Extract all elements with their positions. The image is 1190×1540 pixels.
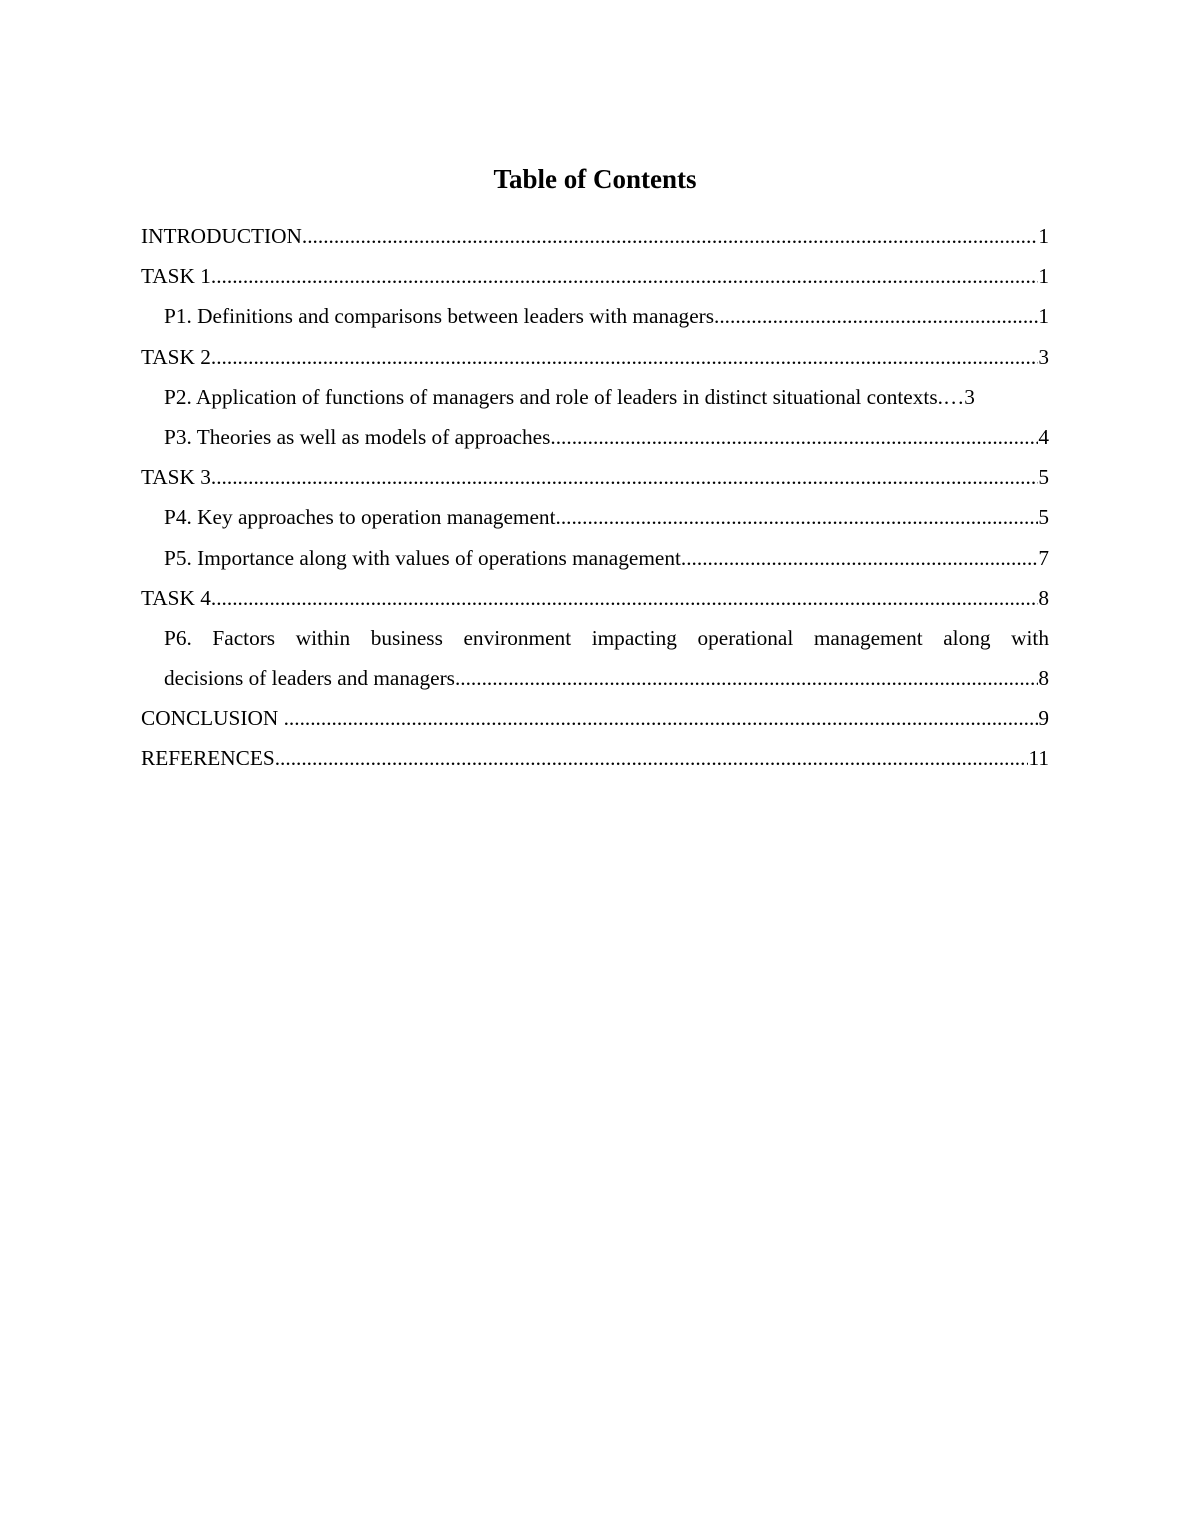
page-title: Table of Contents	[493, 164, 697, 194]
toc-page-number: 5	[1038, 505, 1049, 530]
toc-entry-label: P2. Application of functions of managers and role of leaders in distinct situational contexts.	[164, 384, 943, 409]
toc-entry-label: TASK 3	[141, 465, 211, 490]
dot-leader	[714, 296, 1038, 336]
toc-entry-task-2[interactable]	[141, 337, 1049, 377]
toc-entry-label: TASK 2	[141, 344, 211, 369]
toc-page-number: 7	[1038, 545, 1049, 570]
toc-entry-label: P4. Key approaches to operation management	[164, 505, 556, 530]
toc-page-number: 1	[1038, 304, 1049, 329]
toc-entry-line-2	[164, 658, 1049, 698]
toc-page-number: 11	[1028, 746, 1049, 771]
toc-entry-label: TASK 1	[141, 264, 211, 289]
toc-page-number: 3	[1038, 344, 1049, 369]
toc-entry-label: P3. Theories as well as models of approaches	[164, 424, 551, 449]
toc-entry-p5[interactable]	[141, 538, 1049, 578]
toc-entry-task-4[interactable]	[141, 578, 1049, 618]
toc-entry-label: CONCLUSION	[141, 706, 284, 731]
dot-leader	[681, 538, 1038, 578]
dot-leader	[302, 216, 1038, 256]
toc-entry-conclusion[interactable]	[141, 698, 1049, 738]
dot-leader	[211, 578, 1038, 618]
toc-page-number: 3	[964, 384, 975, 409]
toc-entry-p1[interactable]	[141, 296, 1049, 336]
dot-leader	[556, 497, 1039, 537]
toc-page-number: 9	[1038, 706, 1049, 731]
dot-leader	[455, 658, 1038, 698]
toc-entry-p3[interactable]	[141, 417, 1049, 457]
toc-entry-p2[interactable]	[141, 377, 1049, 417]
toc-entry-label-line-2: decisions of leaders and managers	[164, 666, 455, 691]
toc-entry-task-1[interactable]	[141, 256, 1049, 296]
dot-leader	[211, 256, 1038, 296]
toc-entry-introduction[interactable]	[141, 216, 1049, 256]
toc-page-number: 1	[1038, 224, 1049, 248]
toc-entry-label-line-1: P6. Factors within business environment impacting operational management along with	[164, 625, 1049, 650]
table-of-contents	[141, 216, 1049, 779]
toc-entry-label: INTRODUCTION	[141, 224, 302, 248]
dot-leader	[211, 337, 1038, 377]
dot-leader	[550, 417, 1038, 457]
dot-leader	[211, 457, 1038, 497]
toc-entry-p6[interactable]	[141, 618, 1049, 698]
dot-leader	[284, 698, 1039, 738]
toc-entry-label: P5. Importance along with values of operations management	[164, 545, 681, 570]
toc-entry-label: P1. Definitions and comparisons between leaders with managers	[164, 304, 715, 329]
toc-page-number: 5	[1038, 465, 1049, 490]
toc-entry-p4[interactable]	[141, 497, 1049, 537]
toc-page-number: 8	[1038, 666, 1049, 691]
toc-page-number: 1	[1038, 264, 1049, 289]
toc-entry-task-3[interactable]	[141, 457, 1049, 497]
toc-entry-label: REFERENCES	[141, 746, 275, 771]
dot-leader: …	[942, 384, 965, 409]
toc-entry-label: TASK 4	[141, 585, 211, 610]
toc-entry-references[interactable]	[141, 738, 1049, 778]
toc-page-number: 4	[1038, 424, 1049, 449]
toc-page-number: 8	[1038, 585, 1049, 610]
dot-leader	[275, 738, 1029, 778]
